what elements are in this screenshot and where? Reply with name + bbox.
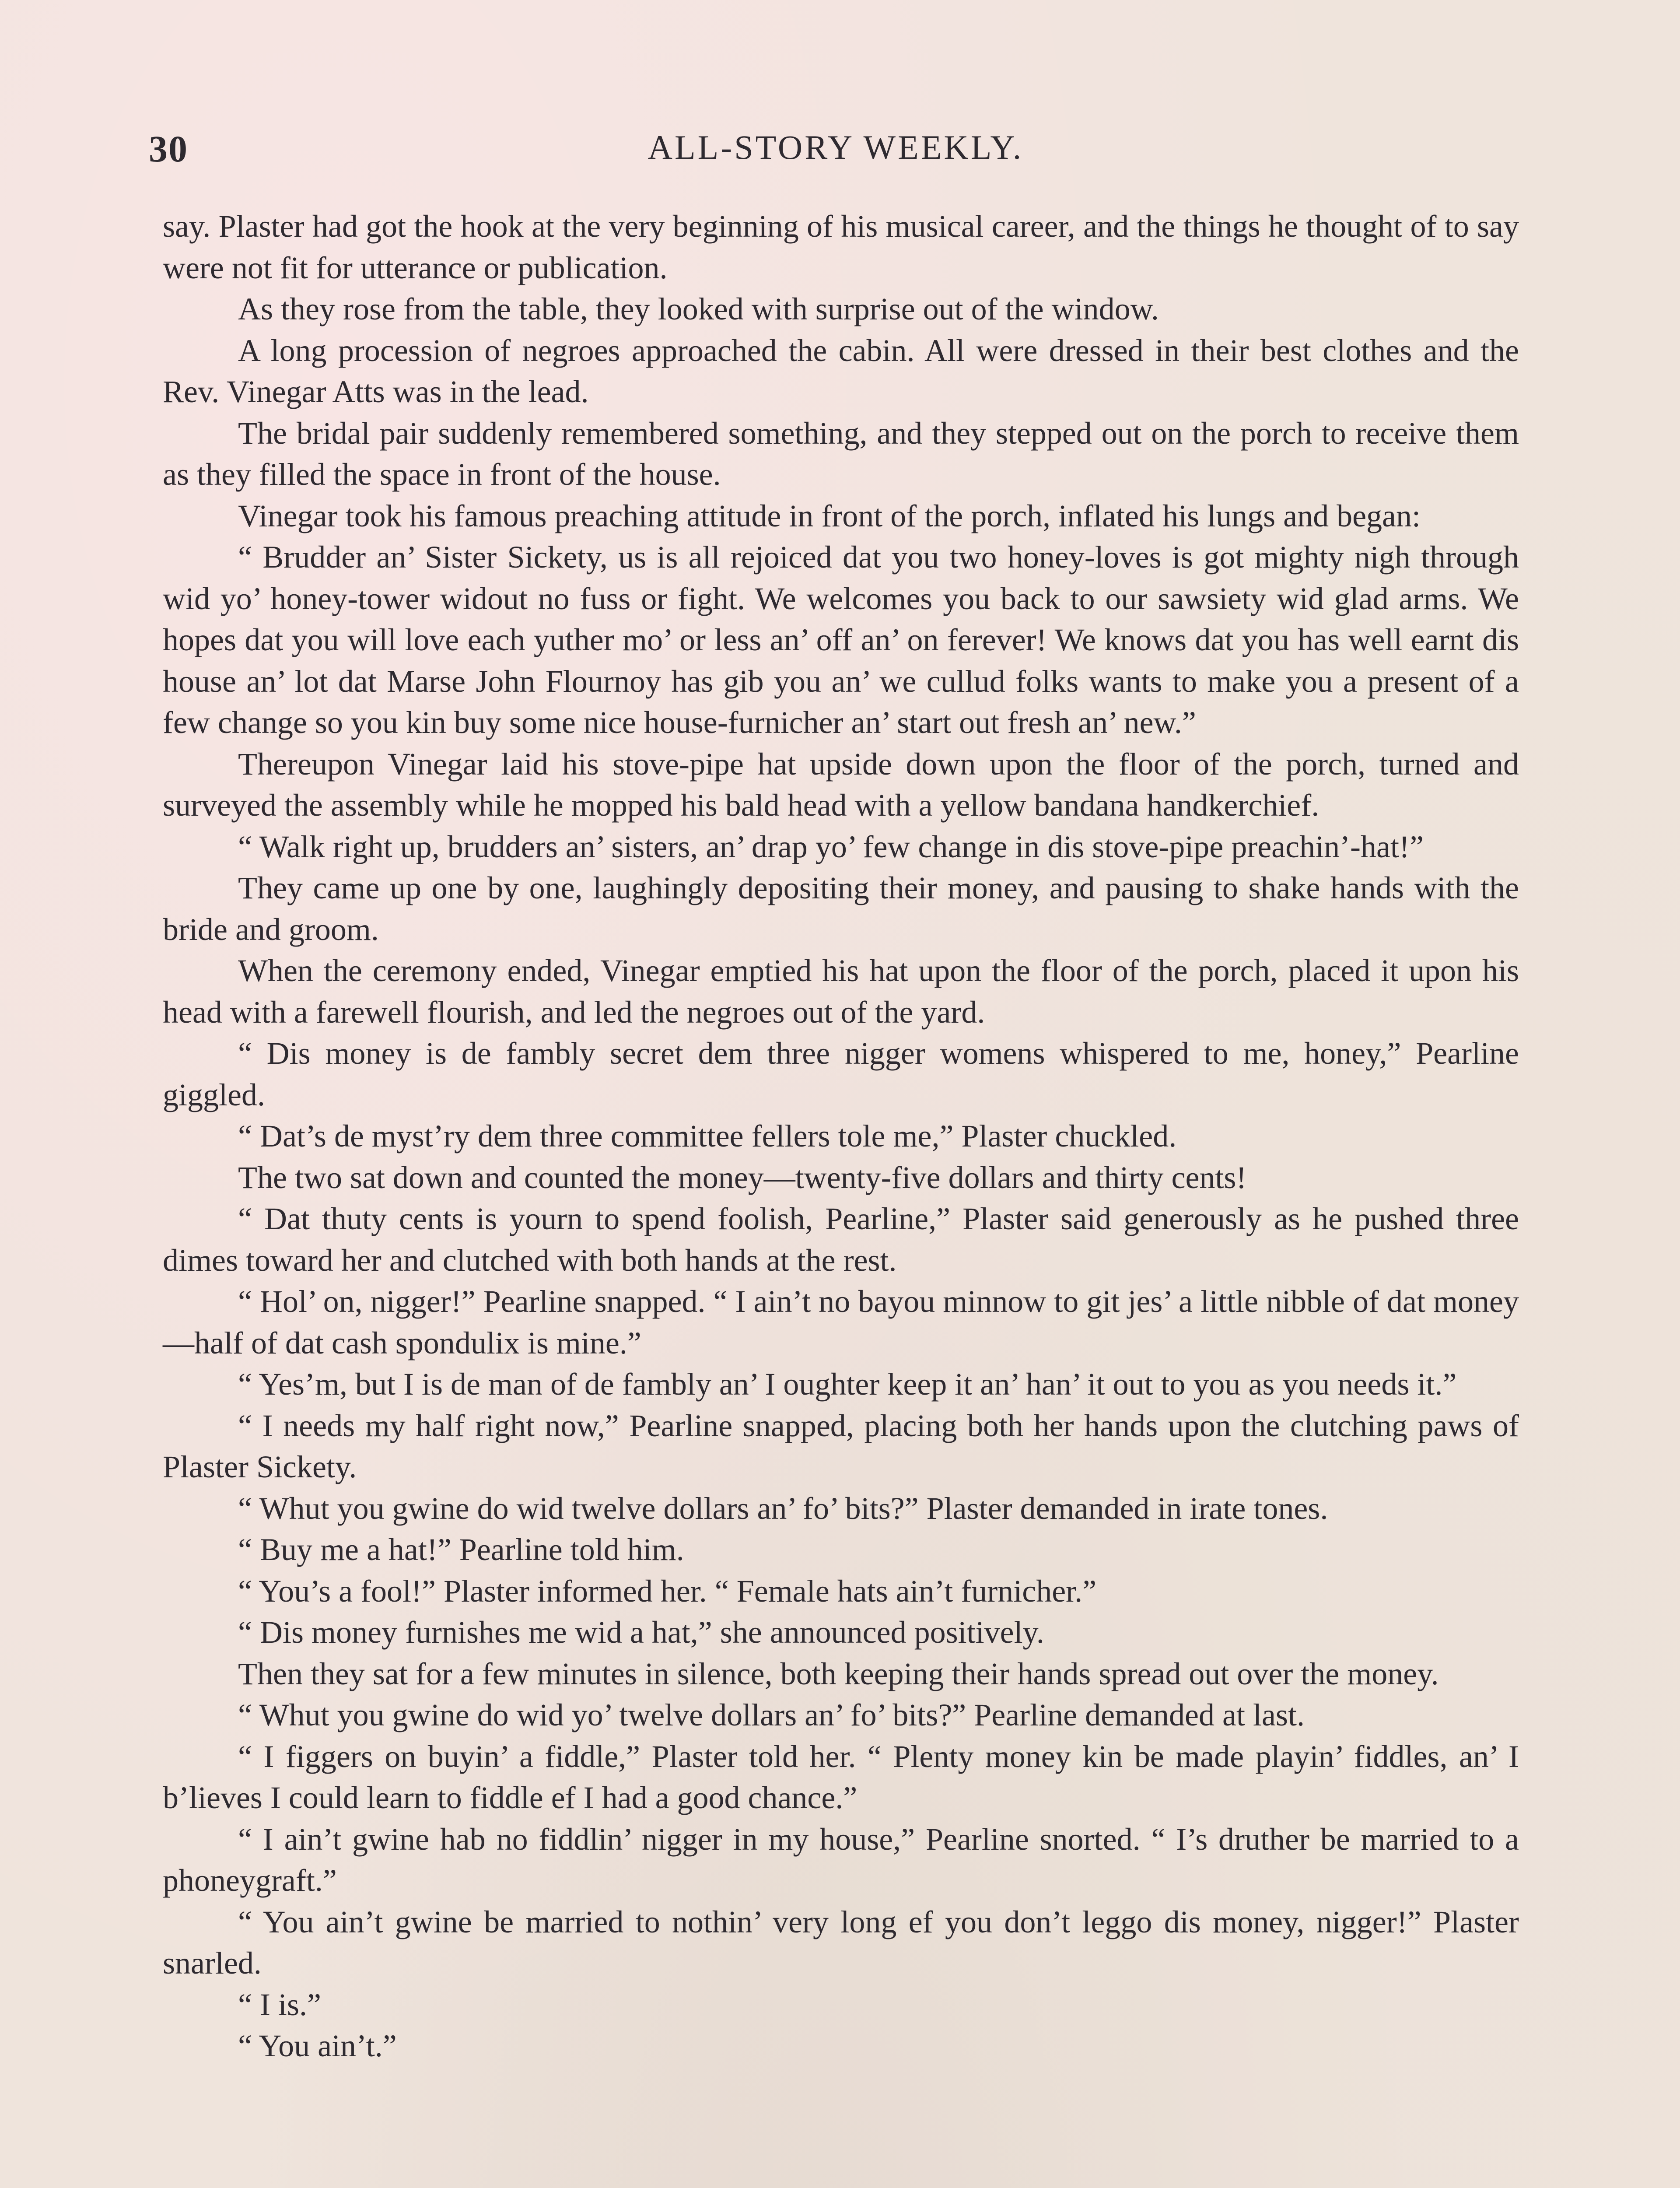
- page-number: 30: [149, 128, 188, 170]
- paragraph: “ Brudder an’ Sister Sickety, us is all rejoiced dat you two honey-loves is got mighty nigh through wid yo’ honey-tower widout no fuss or fight. We welcomes you back to our sawsiety wid glad arms. We hopes dat you will love each yuther mo’ or less an’ off an’ on ferever! We knows dat you has well earnt dis house an’ lot dat Marse John Flournoy has gib you an’ we cullud folks wants to make you a present of a few change so you kin buy some nice house-furnicher an’ start out fresh an’ new.”: [163, 540, 1519, 740]
- running-title: ALL-STORY WEEKLY.: [648, 128, 1024, 166]
- story-text: [163, 206, 1519, 2067]
- paragraph: “ I needs my half right now,” Pearline snapped, placing both her hands upon the clutching paws of Plaster Sickety.: [163, 1408, 1519, 1484]
- paragraph: “ Buy me a hat!” Pearline told him.: [238, 1532, 684, 1567]
- paragraph: Then they sat for a few minutes in silence, both keeping their hands spread out over the money.: [238, 1656, 1439, 1691]
- paragraph: As they rose from the table, they looked with surprise out of the window.: [238, 291, 1159, 326]
- paragraph: “ Walk right up, brudders an’ sisters, an’ drap yo’ few change in dis stove-pipe preachin’-hat!”: [238, 829, 1424, 864]
- paragraph: “ You ain’t.”: [238, 2028, 397, 2063]
- paragraph: “ Dis money furnishes me wid a hat,” she announced positively.: [238, 1615, 1044, 1650]
- paragraph: “ Whut you gwine do wid twelve dollars an’ fo’ bits?” Plaster demanded in irate tones.: [238, 1490, 1328, 1526]
- paragraph: “ Dat thuty cents is yourn to spend foolish, Pearline,” Plaster said generously as he pushed three dimes toward her and clutched with both hands at the rest.: [163, 1201, 1519, 1278]
- paragraph: The two sat down and counted the money—twenty-five dollars and thirty cents!: [238, 1160, 1247, 1195]
- paragraph: “ Dat’s de myst’ry dem three committee fellers tole me,” Plaster chuckled.: [238, 1119, 1177, 1154]
- paragraph: “ You’s a fool!” Plaster informed her. “ Female hats ain’t furnicher.”: [238, 1573, 1097, 1609]
- paragraph: “ Dis money is de fambly secret dem three nigger womens whispered to me, honey,” Pearline giggled.: [163, 1036, 1519, 1112]
- paragraph: “ I ain’t gwine hab no fiddlin’ nigger in my house,” Pearline snorted. “ I’s druther be married to a phoneygraft.”: [163, 1821, 1519, 1898]
- paragraph: “ Hol’ on, nigger!” Pearline snapped. “ I ain’t no bayou minnow to git jes’ a little nibble of dat money—half of dat cash spondulix is mine.”: [163, 1284, 1519, 1360]
- paragraph: “ You ain’t gwine be married to nothin’ very long ef you don’t leggo dis money, nigger!” Plaster snarled.: [163, 1904, 1519, 1981]
- paragraph: “ I figgers on buyin’ a fiddle,” Plaster told her. “ Plenty money kin be made playin’ fiddles, an’ I b’lieves I could learn to fiddle ef I had a good chance.”: [163, 1739, 1519, 1815]
- paragraph: “ I is.”: [238, 1987, 321, 2022]
- paragraph: Vinegar took his famous preaching attitude in front of the porch, inflated his lungs and began:: [238, 498, 1421, 533]
- paragraph: When the ceremony ended, Vinegar emptied his hat upon the floor of the porch, placed it upon his head with a farewell flourish, and led the negroes out of the yard.: [163, 953, 1519, 1030]
- paragraph: say. Plaster had got the hook at the very beginning of his musical career, and the things he thought of to say were not fit for utterance or publication.: [163, 209, 1519, 285]
- paragraph: The bridal pair suddenly remembered something, and they stepped out on the porch to receive them as they filled the space in front of the house.: [163, 415, 1519, 492]
- paragraph: “ Whut you gwine do wid yo’ twelve dollars an’ fo’ bits?” Pearline demanded at last.: [238, 1697, 1305, 1732]
- paragraph: A long procession of negroes approached the cabin. All were dressed in their best clothes and the Rev. Vinegar Atts was in the lead.: [163, 333, 1519, 409]
- paragraph: They came up one by one, laughingly depositing their money, and pausing to shake hands with the bride and groom.: [163, 870, 1519, 947]
- paragraph: “ Yes’m, but I is de man of de fambly an’ I oughter keep it an’ han’ it out to you as you needs it.”: [238, 1367, 1457, 1402]
- page-header: [149, 123, 1522, 184]
- paragraph: Thereupon Vinegar laid his stove-pipe hat upside down upon the floor of the porch, turned and surveyed the assembly while he mopped his bald head with a yellow bandana handkerchief.: [163, 746, 1519, 823]
